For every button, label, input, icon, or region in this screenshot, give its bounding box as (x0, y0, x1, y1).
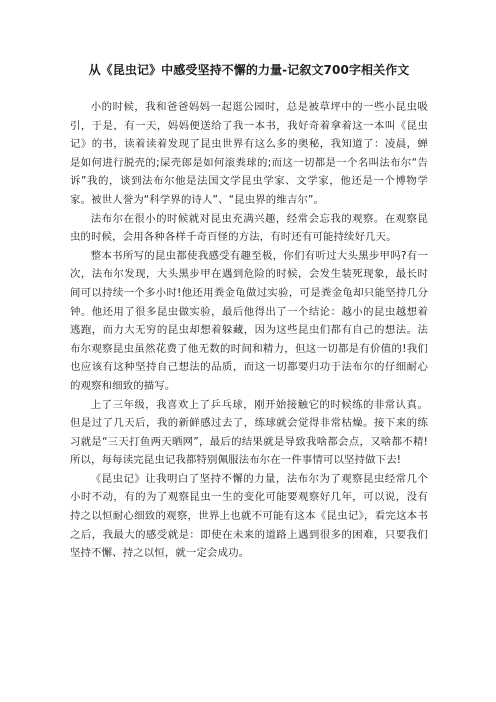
paragraph-3: 整本书所写的昆虫都使我感受有趣至极，你们有听过大头黑步甲吗?有一次，法布尔发现，大头黑步甲在遇到危险的时候，会发生装死现象，最长时间可以持续一个多小时!他还用粪金龟做过实验，可是粪金龟却只能坚持几分钟。他还用了很多昆虫做实验，最后他得出了一个结论：越小的昆虫越想着逃跑，而力大无穷的昆虫却想着躲藏，因为这些昆虫们都有自己的想法。法布尔观察昆虫虽然花费了他无数的时间和精力，但这一切都是有价值的!我们也应该有这种坚持自己想法的品质，而这一切都要归功于法布尔的仔细耐心的观察和细致的描写。 (70, 249, 428, 392)
paragraph-5: 《昆虫记》让我明白了坚持不懈的力量，法布尔为了观察昆虫经常几个小时不动，有的为了观察昆虫一生的变化可能要观察好几年，可以说，没有持之以恒耐心细致的观察，世界上也就不可能有这本《昆虫记》，看完这本书之后，我最大的感受就是：即使在未来的道路上遇到很多的困难，只要我们坚持不懈、持之以恒，就一定会成功。 (70, 472, 428, 560)
paragraph-4: 上了三年级，我喜欢上了乒乓球，刚开始接触它的时候练的非常认真。但是过了几天后，我的新鲜感过去了，练球就会觉得非常枯燥。接下来的练习就是“三天打鱼两天晒网”，最后的结果就是导致我啥都会点，又啥都不精!所以，每每读完昆虫记我都特别佩服法布尔在一件事情可以坚持做下去! (70, 398, 428, 467)
document-title: 从《昆虫记》中感受坚持不懈的力量-记叙文700字相关作文 (88, 63, 410, 77)
paragraph-1: 小的时候，我和爸爸妈妈一起逛公园时，总是被草坪中的一些小昆虫吸引，于是，有一天，妈妈便送给了我一本书，我好奇着拿着这一本叫《昆虫记》的书，读着读着发现了昆虫世界有这么多的奥秘，我知道了：凌晨，蝉是如何进行脱壳的;屎壳郎是如何滚粪球的;而这一切都是一个名叫法布尔“告诉”我的，谈到法布尔他是法国文学昆虫学家、文学家，他还是一个博物学家。被世人誉为“科学界的诗人”、“昆虫界的维吉尔”。 (70, 101, 428, 206)
paragraph-2: 法布尔在很小的时候就对昆虫充满兴趣，经常会忘我的观察。在观察昆虫的时候，会用各种各样千奇百怪的方法，有时还有可能持续好几天。 (70, 212, 428, 244)
